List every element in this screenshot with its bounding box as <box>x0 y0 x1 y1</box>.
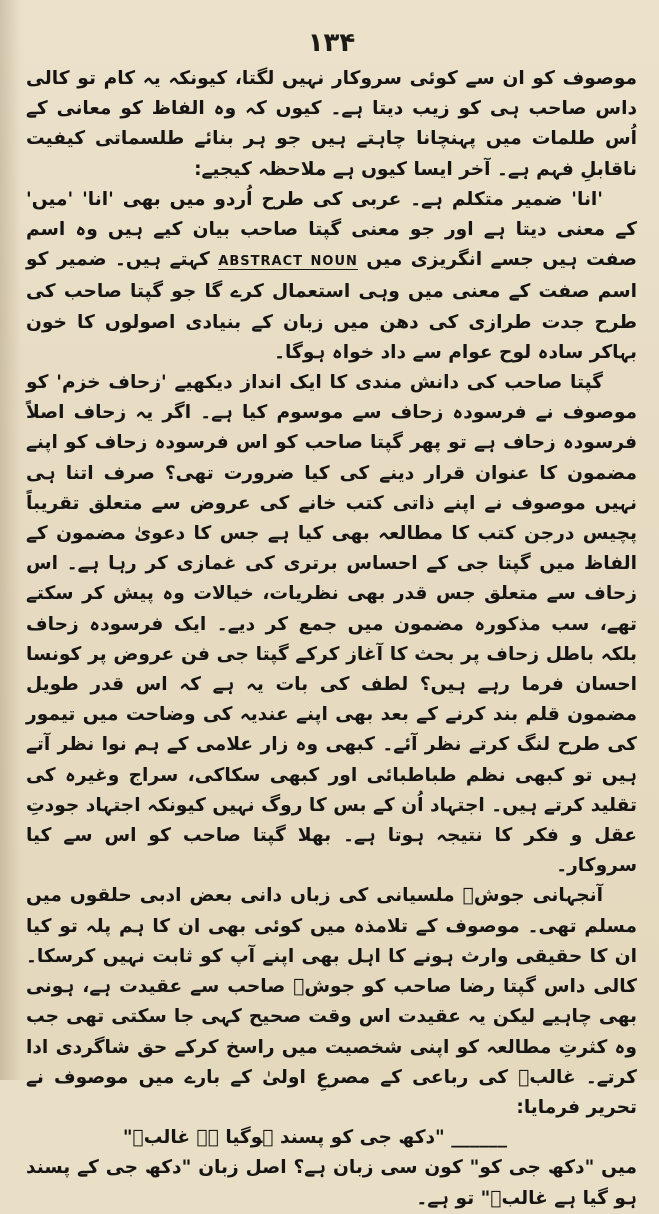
paragraph-6: میں "دکھ جی کو" کون سی زبان ہے؟ اصل زبان "دکھ جی کے پسند ہو گیا ہے غالبؔ" تو ہے۔ <box>26 1157 637 1209</box>
paragraph-3: گپتا صاحب کی دانش مندی کا ایک انداز دیکھیے 'زحاف خزم' کو موصوف نے فرسودہ زحاف سے موسوم کیا ہے۔ اگر یہ زحاف اصلاً فرسودہ زحاف ہے تو پھر گپتا صاحب کو اس فرسودہ زحاف کو اپنے مضمون کا عنوان قرار دینے کی کیا ضرورت تھی؟ صرف اتنا ہی نہیں موصوف نے اپنے ذاتی کتب خانے کی عروض سے متعلق تقریباً پچیس درجن کتب کا مطالعہ بھی کیا ہے جس کا دعویٰ مضمون کے الفاظ میں گپتا جی کے احساس برتری کی غمازی کر رہا ہے۔ اس زحاف سے متعلق جس قدر بھی نظریات، خیالات وہ پیش کر سکتے تھے، سب مذکورہ مضمون میں جمع کر دیے۔ ایک فرسودہ زحاف بلکہ باطل زحاف پر بحث کا آغاز کرکے گپتا جی فن عروض پر کونسا احسان فرما رہے ہیں؟ لطف کی بات یہ ہے کہ اس قدر طویل مضمون قلم بند کرنے کے بعد بھی اپنے عندیہ کی وضاحت میں تیمور کی طرح لنگ کرتے نظر آئے۔ کبھی وہ زار علامی کے ہم نوا نظر آتے ہیں تو کبھی نظم طباطبائی اور کبھی سکاکی، سراج وغیرہ کی تقلید کرتے ہیں۔ اجتہاد اُن کے بس کا روگ نہیں کیونکہ اجتہاد جودتِ عقل و فکر کا نتیجہ ہوتا ہے۔ بھلا گپتا صاحب کو اس سے کیا سروکار۔ <box>26 372 637 877</box>
ghalib-quote-line: ______ "دکھ جی کو پسند ہوگیا ہے غالبؔ" <box>122 1127 507 1149</box>
page-body <box>26 64 637 1214</box>
paragraph-1: موصوف کو ان سے کوئی سروکار نہیں لگتا، کیونکہ یہ کام تو کالی داس صاحب ہی کو زیب دیتا ہے۔ کیوں کہ وہ الفاظ کو معانی کے اُس طلمات میں پہنچانا چاہتے ہیں جو ہر بنائے طلسماتی کیفیت ناقابلِ فہم ہے۔ آخر ایسا کیوں ہے ملاحظہ کیجیے: <box>26 68 637 180</box>
abstract-noun-term: ABSTRACT NOUN <box>218 254 358 270</box>
page-number: ۱۳۴ <box>307 28 356 58</box>
paragraph-2 <box>26 185 637 368</box>
paragraph-2-text-before: 'انا' ضمیر متکلم ہے۔ عربی کی طرح اُردو میں بھی 'انا' 'میں' کے معنی دیتا ہے اور جو معنی گپتا صاحب بیان کیے ہیں وہ اسم صفت ہیں جسے انگریزی میں <box>26 188 637 271</box>
paragraph-4: آنجہانی جوشؔ ملسیانی کی زباں دانی بعض ادبی حلقوں میں مسلم تھی۔ موصوف کے تلامذہ میں کوئی بھی ان کا ہم پلہ تو کیا ان کا حقیقی وارث ہونے کا اہل بھی اپنے آپ کو ثابت نہیں کرسکا۔ کالی داس گپتا رضا صاحب کو جوشؔ صاحب سے عقیدت ہے، ہونی بھی چاہیے لیکن یہ عقیدت اس وقت صحیح کہی جا سکتی تھی جب وہ کثرتِ مطالعہ کو اپنی شخصیت میں راسخ کرکے حق شاگردی ادا کرتے۔ غالبؔ کی رباعی کے مصرعِ اولیٰ کے بارے میں موصوف نے تحریر فرمایا: <box>26 885 637 1118</box>
paragraph-2-text-after: کہتے ہیں۔ ضمیر کو اسم صفت کے معنی میں وہی استعمال کرے گا جو گپتا صاحب کی طرح جدت طرازی کی دھن میں زبان کے بنیادی اصولوں کا خون بہاکر سادہ لوح عوام سے داد خواہ ہوگا۔ <box>26 249 637 363</box>
